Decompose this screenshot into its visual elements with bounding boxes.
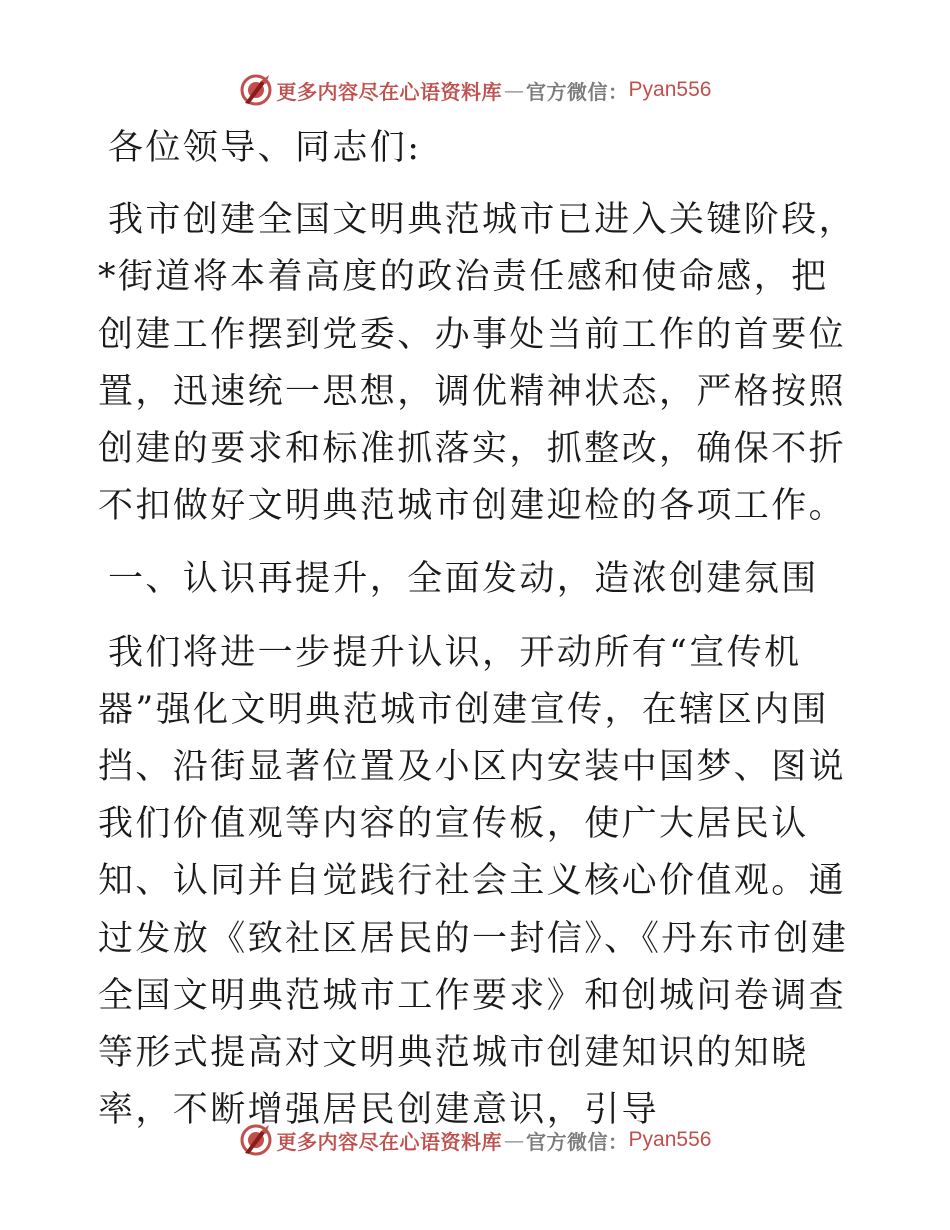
quill-logo-icon — [239, 73, 273, 107]
watermark-wechat-label: 官方微信： — [526, 1129, 629, 1154]
section-heading-1: 一、认识再提升，全面发动，造浓创建氛围 — [108, 559, 819, 600]
footer-watermark — [0, 1120, 950, 1160]
watermark-wechat-id: Pyan556 — [628, 78, 712, 101]
paragraph-intro: 我市创建全国文明典范城市已进入关键阶段，*街道将本着高度的政治责任感和使命感，把创建工作摆到党委、办事处当前工作的首要位置，迅速统一思想，调优精神状态，严格按照创建的要求和标准抓落实，抓整改，确保不折不扣做好文明典范城市创建迎检的各项工作。 — [98, 200, 857, 527]
watermark-brand-text: 更多内容尽在心语资料库 — [276, 79, 503, 104]
watermark-separator: — — [504, 78, 525, 102]
watermark-wechat-label: 官方微信： — [526, 79, 629, 104]
header-watermark — [0, 70, 950, 110]
quill-logo-icon — [239, 1123, 273, 1157]
watermark-brand-text: 更多内容尽在心语资料库 — [276, 1129, 503, 1154]
greeting-line: 各位领导、同志们: — [108, 128, 422, 168]
document-body — [98, 120, 858, 1139]
paragraph-section-1: 我们将进一步提升认识，开动所有“宣传机器”强化文明典范城市创建宣传，在辖区内围挡、沿街显著位置及小区内安装中国梦、图说我们价值观等内容的宣传板，使广大居民认知、认同并自觉践行社会主义核心价值观。通过发放《致社区居民的一封信》、《丹东市创建全国文明典范城市工作要求》和创城问卷调查等形式提高对文明典范城市创建知识的知晓率，不断增强居民创建意识，引导 — [98, 632, 849, 1131]
watermark-wechat-id: Pyan556 — [628, 1128, 712, 1151]
watermark-separator: — — [504, 1128, 525, 1152]
